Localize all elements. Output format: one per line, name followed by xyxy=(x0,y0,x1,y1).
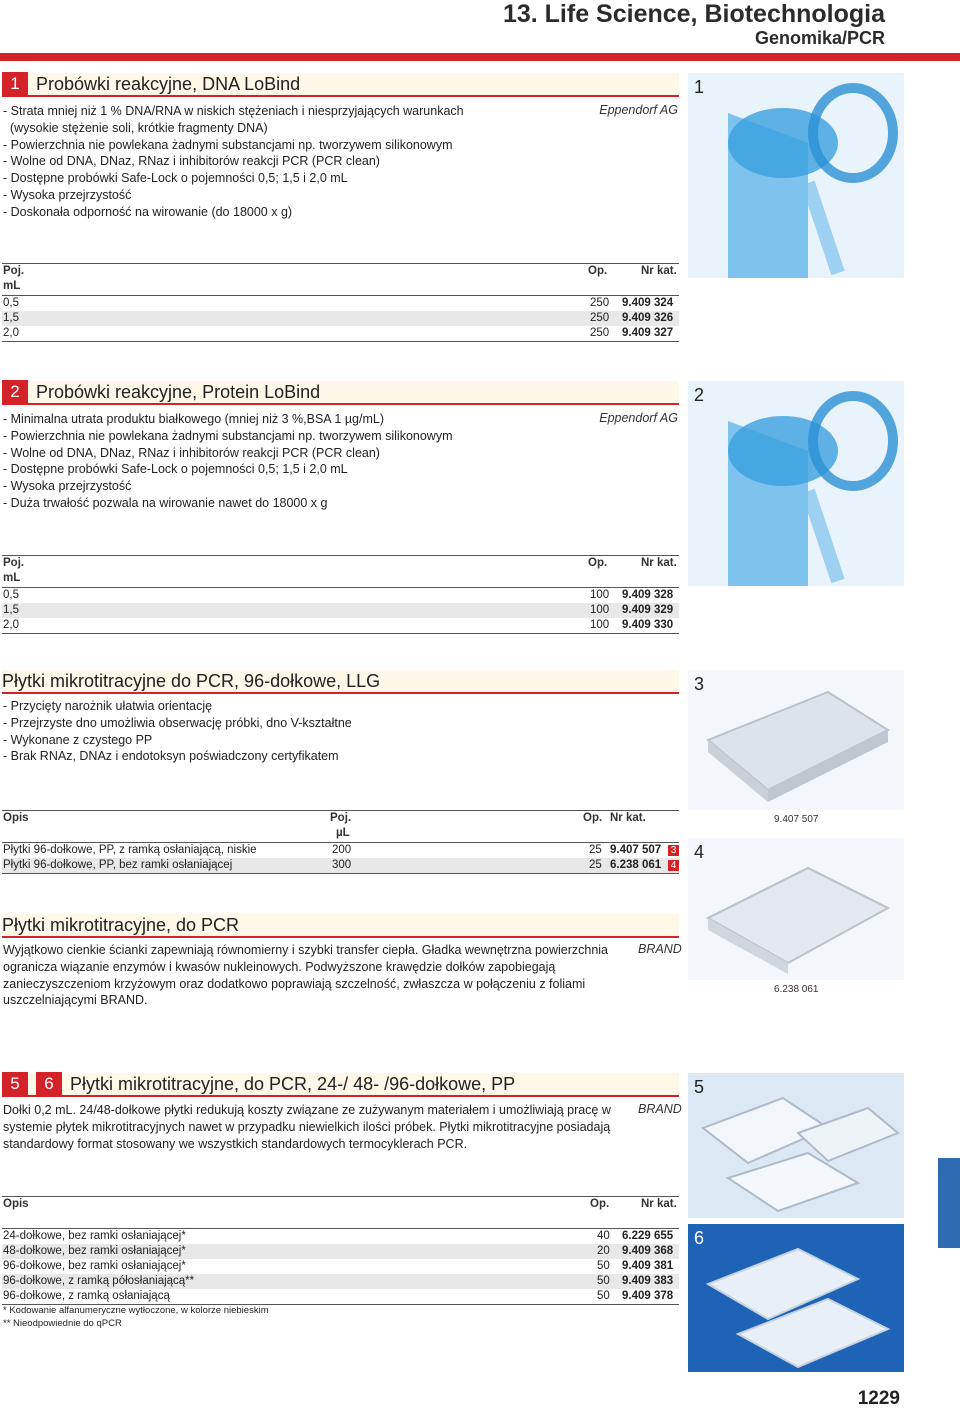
image-4-caption: 6.238 061 xyxy=(774,984,819,995)
section-1-number: 1 xyxy=(2,72,28,96)
cell-poj: 2,0 xyxy=(3,327,19,339)
cell-poj: 1,5 xyxy=(3,312,19,324)
image-ref-tag: 3 xyxy=(668,845,679,856)
cell-poj: 1,5 xyxy=(3,604,19,616)
microplate-icon xyxy=(688,670,904,810)
section-4-title-bar xyxy=(2,914,679,938)
section-1-features: - Strata mniej niż 1 % DNA/RNA w niskich stężeniach i niesprzyjających warunkach (wysokie stężenie soli, krótkie fragmenty DNA) - Powierzchnia nie powlekana żadnymi substancjami np. tworzywem silikonowym - Wolne od DNA, DNaz, RNaz i inhibitorów reakcji PCR (PCR clean) - Dostępne probówki Safe-Lock o pojemności 0,5; 1,5 i 2,0 mL - Wysoka przejrzystość - Doskonała odporność na wirowanie (do 18000 x g) xyxy=(3,104,464,219)
table-row xyxy=(2,1229,679,1244)
cell-op: 100 xyxy=(590,619,610,631)
chapter-subtitle: Genomika/PCR xyxy=(754,28,885,48)
section-5-title: Płytki mikrotitracyjne, do PCR, 24-/ 48- /96-dołkowe, PP xyxy=(70,1073,516,1094)
chapter-title: 13. Life Science, Biotechnologia xyxy=(502,0,885,28)
product-image-plate-brand xyxy=(688,838,904,980)
col-header-unit: µL xyxy=(336,827,350,839)
image-3-caption: 9.407 507 xyxy=(774,814,819,825)
cell-op: 50 xyxy=(597,1275,610,1287)
table-top-rule xyxy=(2,555,679,556)
cell-opis: 48-dołkowe, bez ramki osłaniającej* xyxy=(3,1245,186,1257)
col-header-op: Op. xyxy=(588,557,608,569)
table-row xyxy=(2,326,679,341)
section-2-number: 2 xyxy=(2,380,28,404)
image-number: 3 xyxy=(694,674,705,694)
cell-nr: 9.409 327 xyxy=(622,327,674,339)
cell-poj: 300 xyxy=(332,859,352,871)
section-3-title-bar xyxy=(2,670,679,694)
cell-nr: 9.409 329 xyxy=(622,604,674,616)
cell-nr: 6.229 655 xyxy=(622,1230,674,1242)
chapter-tab-marker xyxy=(938,1158,960,1248)
table-bottom-rule xyxy=(2,341,679,342)
cell-opis: Płytki 96-dołkowe, PP, bez ramki osłaniającej xyxy=(3,859,233,871)
section-1-title-bar xyxy=(2,73,679,97)
cell-nr: 9.409 383 xyxy=(622,1275,674,1287)
microplates-icon xyxy=(688,1224,904,1372)
cell-poj: 0,5 xyxy=(3,297,19,309)
microplate-icon xyxy=(688,838,904,980)
cell-poj: 200 xyxy=(332,844,352,856)
col-header-poj: Poj. xyxy=(3,557,25,569)
image-number: 1 xyxy=(694,77,705,97)
table-bottom-rule xyxy=(2,633,679,634)
table-row xyxy=(2,1289,679,1304)
footnote-2: ** Nieodpowiednie do qPCR xyxy=(3,1318,122,1329)
page-number: 1229 xyxy=(857,1388,900,1409)
section-1-title: Probówki reakcyjne, DNA LoBind xyxy=(36,73,301,94)
table-top-rule xyxy=(2,263,679,264)
product-image-plate-llg xyxy=(688,670,904,810)
cell-nr: 9.409 378 xyxy=(622,1290,674,1302)
section-4-brand: BRAND xyxy=(638,942,682,956)
section-2-brand: Eppendorf AG xyxy=(599,411,678,425)
cell-op: 20 xyxy=(597,1245,610,1257)
cell-op: 250 xyxy=(590,297,610,309)
section-6-number: 6 xyxy=(36,1072,62,1096)
table-row xyxy=(2,1244,679,1259)
section-3-table xyxy=(2,810,679,875)
cell-op: 40 xyxy=(597,1230,610,1242)
cell-opis: 24-dołkowe, bez ramki osłaniającej* xyxy=(3,1230,186,1242)
product-image-plates-pp-2 xyxy=(688,1224,904,1372)
tube-icon xyxy=(688,381,904,586)
cell-poj: 0,5 xyxy=(3,589,19,601)
col-header-nr: Nr kat. xyxy=(641,557,677,569)
col-header-nr: Nr kat. xyxy=(610,812,646,824)
section-1-table xyxy=(2,263,679,343)
section-5-brand: BRAND xyxy=(638,1102,682,1116)
cell-poj: 2,0 xyxy=(3,619,19,631)
cell-opis: 96-dołkowe, z ramką półosłaniającą** xyxy=(3,1275,195,1287)
cell-nr: 6.238 061 xyxy=(610,859,662,871)
col-header-nr: Nr kat. xyxy=(641,265,677,277)
cell-op: 100 xyxy=(590,589,610,601)
image-number: 4 xyxy=(694,842,705,862)
col-header-poj: Poj. xyxy=(330,812,352,824)
cell-opis: 96-dołkowe, z ramką osłaniającą xyxy=(3,1290,170,1302)
section-3-features: - Przycięty narożnik ułatwia orientację - Przejrzyste dno umożliwia obserwację próbki, dno V-kształtne - Wykonane z czystego PP - Brak RNAz, DNAz i endotoksyn poświadczony certyfikatem xyxy=(3,699,352,764)
col-header-poj: Poj. xyxy=(3,265,25,277)
col-header-op: Op. xyxy=(583,812,603,824)
cell-nr: 9.409 330 xyxy=(622,619,674,631)
table-top-rule xyxy=(2,1196,679,1197)
section-2-table xyxy=(2,555,679,635)
section-5-description: Dołki 0,2 mL. 24/48-dołkowe płytki redukują koszty związane ze zużywanym materiałem i umożliwiają pracę w systemie płytek mikrotitracyjnych nawet w przypadku niewielkich ilości próbek. Płytki mikrotitracyjne posiadają standardowy format stosowany we wszystkich standardowych termocyklerach PCR. xyxy=(3,1103,611,1151)
microplates-icon xyxy=(688,1073,904,1218)
table-row xyxy=(2,296,679,311)
section-1-brand: Eppendorf AG xyxy=(599,103,678,117)
table-row xyxy=(2,1274,679,1289)
section-5-table xyxy=(2,1196,679,1306)
cell-op: 100 xyxy=(590,604,610,616)
section-2-features: - Minimalna utrata produktu białkowego (mniej niż 3 %,BSA 1 µg/mL) - Powierzchnia nie powlekana żadnymi substancjami np. tworzywem silikonowym - Wolne od DNA, DNaz, RNaz i inhibitorów reakcji PCR (PCR clean) - Dostępne probówki Safe-Lock o pojemności 0,5; 1,5 i 2,0 mL - Wysoka przejrzystość - Duża trwałość pozwala na wirowanie nawet do 18000 x g xyxy=(3,412,453,510)
product-image-tube-dna xyxy=(688,73,904,278)
table-row xyxy=(2,618,679,633)
table-row xyxy=(2,588,679,603)
cell-nr: 9.409 368 xyxy=(622,1245,674,1257)
image-number: 2 xyxy=(694,385,705,405)
section-2-title-bar xyxy=(2,381,679,405)
cell-nr: 9.409 328 xyxy=(622,589,674,601)
product-image-tube-protein xyxy=(688,381,904,586)
cell-op: 250 xyxy=(590,327,610,339)
table-top-rule xyxy=(2,810,679,811)
col-header-opis: Opis xyxy=(3,812,29,824)
section-4-description: Wyjątkowo cienkie ścianki zapewniają równomierny i szybki transfer ciepła. Gładka wewnętrzna powierzchnia ogranicza wiązanie enzymów i kwasów nukleinowych. Podwyższone krawędzie dołków zapobiegają zanieczyszczeniom krzyżowym oraz dodatkowo poprawiają szczelność, zwłaszcza w połączeniu z foliami uszczelniającymi BRAND. xyxy=(3,943,609,1008)
section-2-title: Probówki reakcyjne, Protein LoBind xyxy=(36,381,321,402)
cell-nr: 9.409 381 xyxy=(622,1260,674,1272)
cell-opis: Płytki 96-dołkowe, PP, z ramką osłaniającą, niskie xyxy=(3,844,257,856)
col-header-op: Op. xyxy=(590,1198,610,1210)
section-3-title: Płytki mikrotitracyjne do PCR, 96-dołkowe, LLG xyxy=(2,670,381,691)
image-number: 6 xyxy=(694,1228,705,1248)
table-row xyxy=(2,843,679,858)
cell-op: 50 xyxy=(597,1290,610,1302)
table-bottom-rule xyxy=(2,873,679,874)
cell-op: 25 xyxy=(589,859,602,871)
cell-nr: 9.409 324 xyxy=(622,297,674,309)
product-image-plates-pp xyxy=(688,1073,904,1218)
section-5-title-bar xyxy=(2,1073,679,1097)
table-row xyxy=(2,311,679,326)
cell-nr: 9.407 507 xyxy=(610,844,662,856)
cell-nr: 9.409 326 xyxy=(622,312,674,324)
cell-op: 50 xyxy=(597,1260,610,1272)
cell-op: 250 xyxy=(590,312,610,324)
header-red-bar xyxy=(0,53,960,61)
cell-op: 25 xyxy=(589,844,602,856)
section-5-number: 5 xyxy=(2,1072,28,1096)
col-header-opis: Opis xyxy=(3,1198,29,1210)
col-header-unit: mL xyxy=(3,572,21,584)
image-ref-tag: 4 xyxy=(668,860,679,871)
col-header-op: Op. xyxy=(588,265,608,277)
col-header-nr: Nr kat. xyxy=(641,1198,677,1210)
table-row xyxy=(2,603,679,618)
footnote-1: * Kodowanie alfanumeryczne wytłoczone, w kolorze niebieskim xyxy=(3,1305,269,1316)
table-row xyxy=(2,858,679,873)
tube-icon xyxy=(688,73,904,278)
cell-opis: 96-dołkowe, bez ramki osłaniającej* xyxy=(3,1260,186,1272)
image-number: 5 xyxy=(694,1077,705,1097)
table-row xyxy=(2,1259,679,1274)
col-header-unit: mL xyxy=(3,280,21,292)
section-4-title: Płytki mikrotitracyjne, do PCR xyxy=(2,914,240,935)
